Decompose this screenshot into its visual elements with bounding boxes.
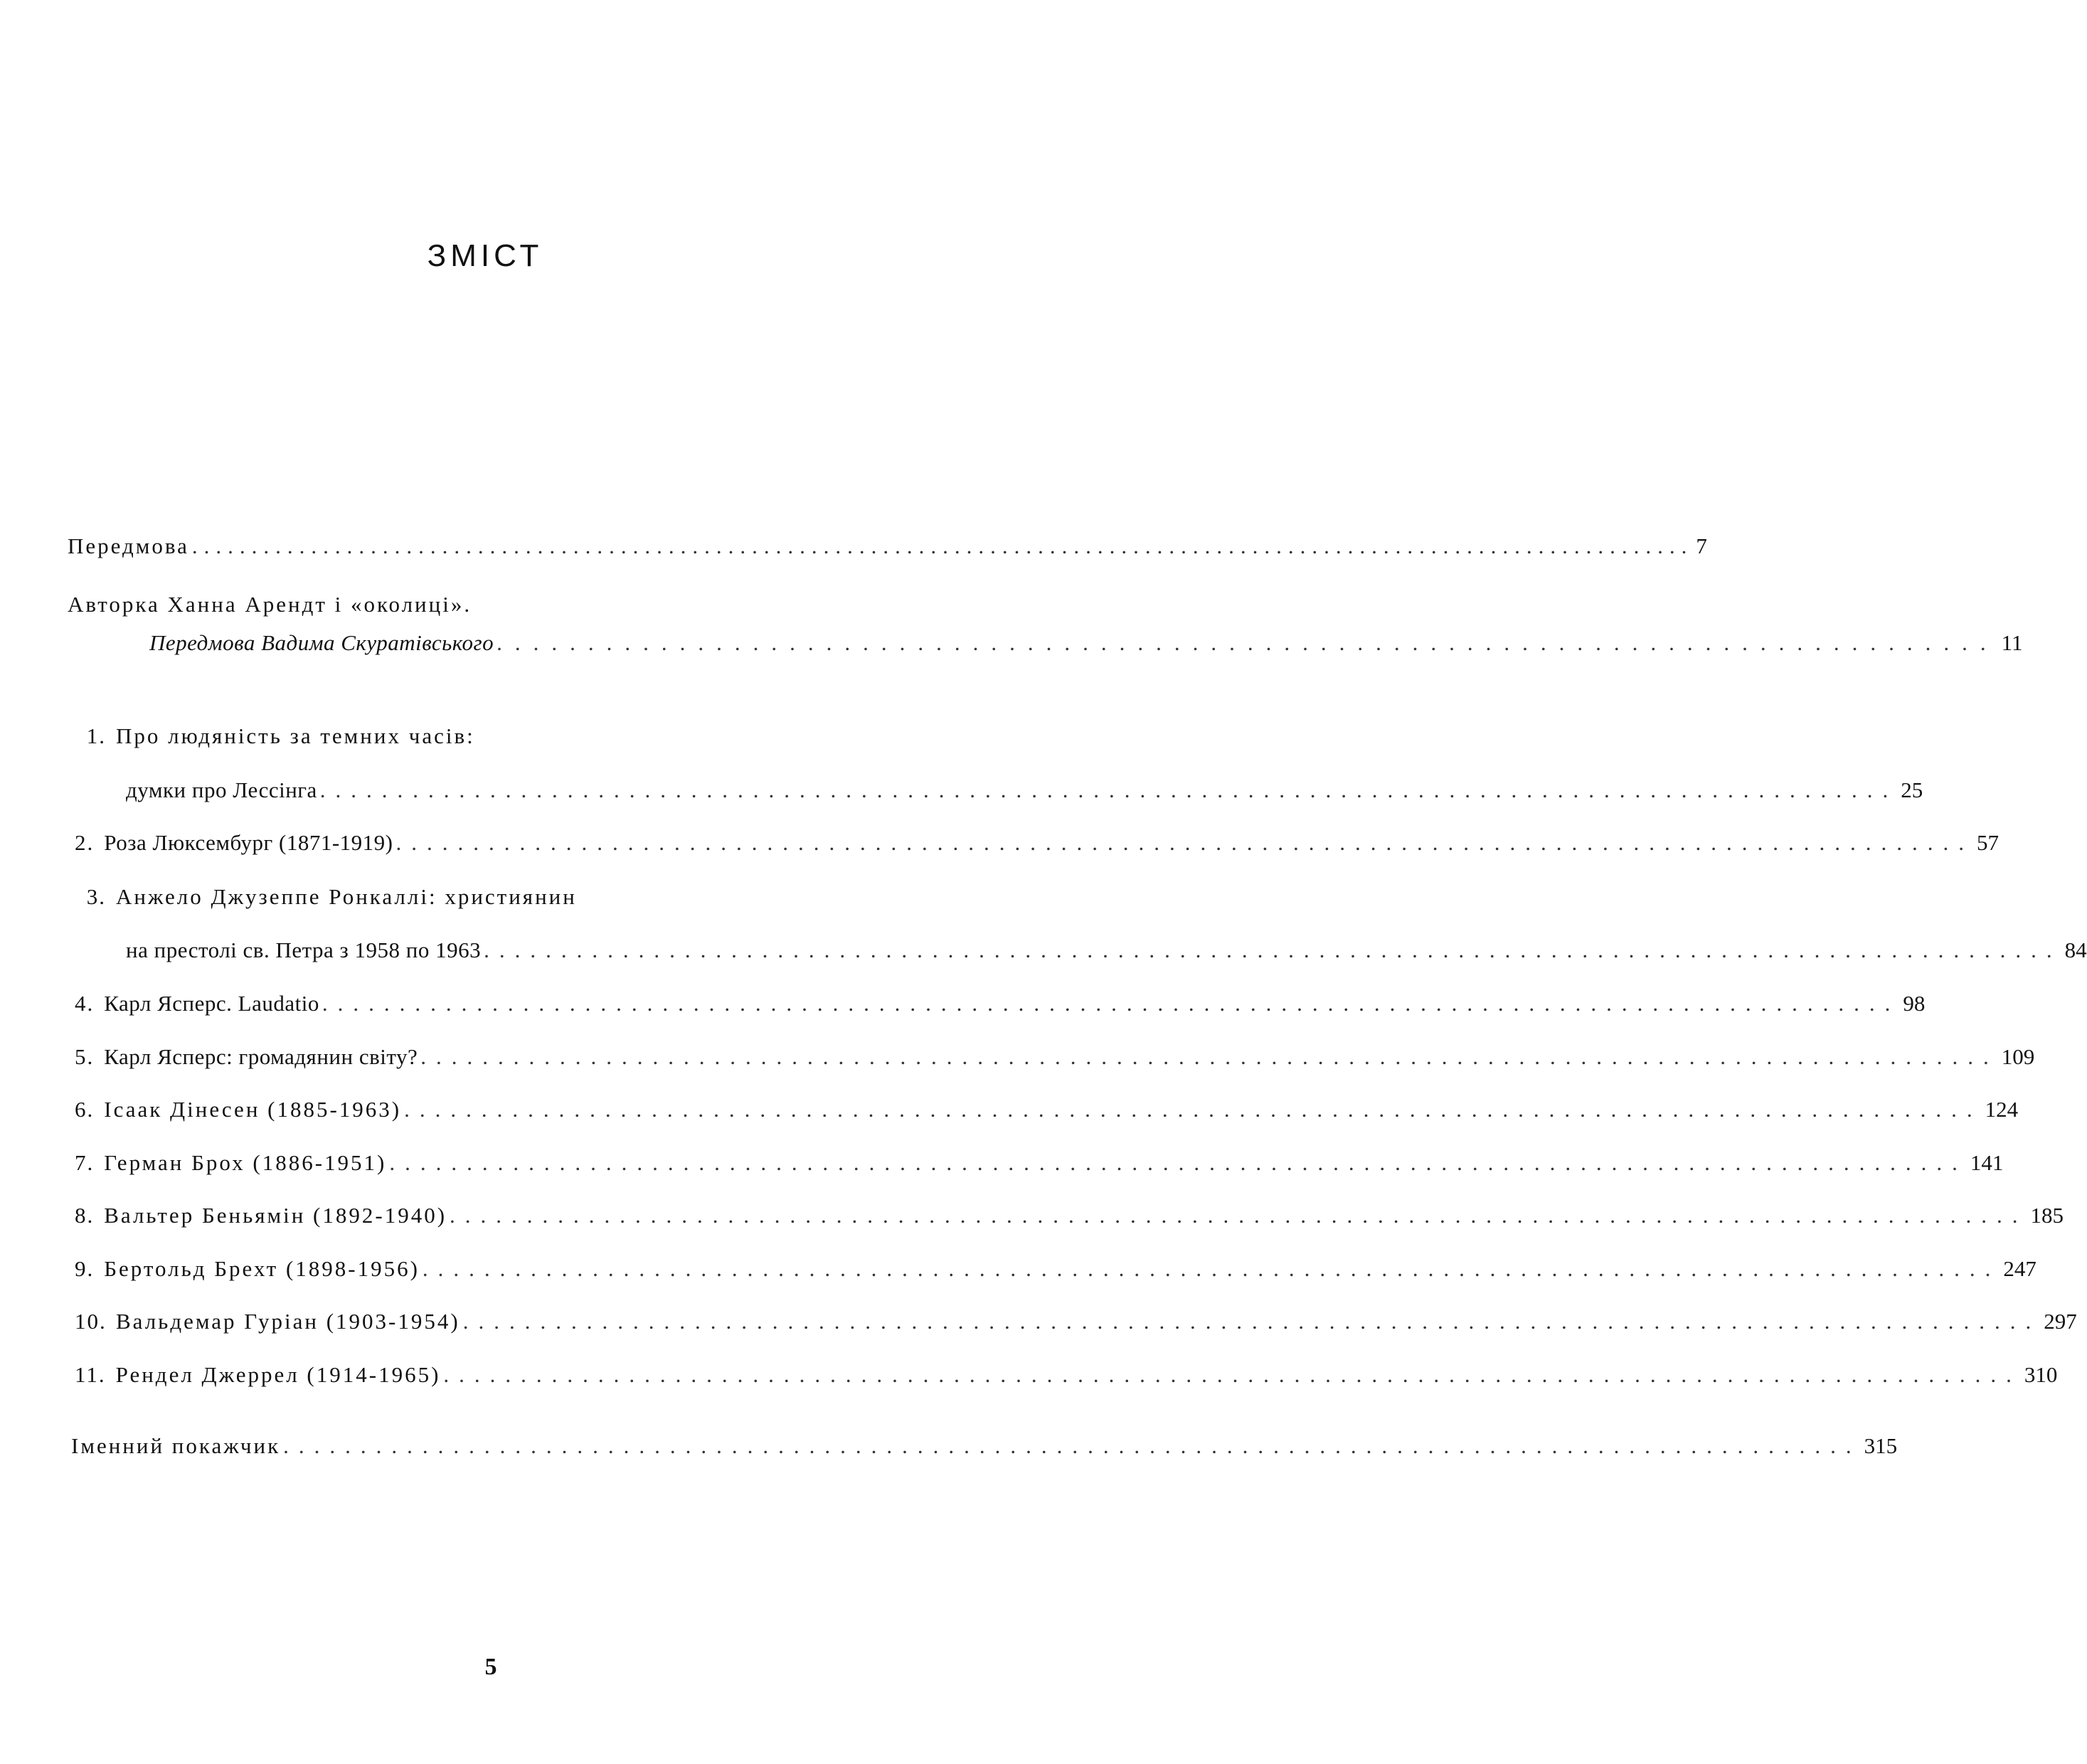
toc-page-number: 310 bbox=[2024, 1362, 2058, 1387]
toc-entry-author-essay-title: Авторка Ханна Арендт і «околиці». bbox=[68, 592, 472, 617]
toc-entry-title: Карл Ясперс: громадянин світу? bbox=[104, 1044, 418, 1069]
dot-leader: ...................................................................................................... bbox=[404, 1097, 1982, 1122]
toc-entry-chapter-7[interactable] bbox=[75, 1150, 2004, 1181]
toc-chapter-number: 5. bbox=[75, 1044, 95, 1069]
toc-chapter-number: 8. bbox=[75, 1203, 95, 1228]
toc-page-number: 7 bbox=[1696, 533, 1707, 558]
dot-leader: ...................................................................................................... bbox=[450, 1203, 2028, 1228]
toc-chapter-number: 2. bbox=[75, 830, 95, 855]
toc-entry-title: на престолі св. Петра з 1958 по 1963 bbox=[126, 937, 482, 962]
dot-leader: ...................................................................................................... bbox=[443, 1362, 2022, 1387]
toc-page-number: 141 bbox=[1970, 1150, 2004, 1175]
toc-entry-title: думки про Лессінга bbox=[126, 777, 317, 802]
dot-leader: ...................................................................................................... bbox=[322, 991, 1901, 1016]
toc-entry-chapter-8[interactable] bbox=[75, 1203, 2064, 1234]
toc-entry-chapter-10[interactable] bbox=[75, 1309, 2077, 1340]
toc-chapter-number: 9. bbox=[75, 1256, 95, 1281]
dot-leader: .............................................................................................................................. bbox=[191, 533, 1694, 558]
toc-chapter-number: 7. bbox=[75, 1150, 95, 1175]
toc-page-number: 84 bbox=[2064, 937, 2087, 962]
toc-entry-chapter-1-title bbox=[75, 723, 475, 755]
toc-entry-title: Роза Люксембург (1871-1919) bbox=[104, 830, 393, 855]
toc-entry-title: Ісаак Дінесен (1885-1963) bbox=[104, 1097, 402, 1122]
toc-chapter-number: 3. bbox=[86, 884, 106, 909]
toc-entry-chapter-1[interactable] bbox=[126, 777, 1923, 809]
toc-entry-title: Карл Ясперс. Laudatio bbox=[104, 991, 319, 1016]
toc-entry-title: Вальтер Беньямін (1892-1940) bbox=[104, 1203, 447, 1228]
dot-leader: ...................................................................................................... bbox=[389, 1150, 1967, 1175]
toc-page-number: 25 bbox=[1901, 777, 1923, 802]
dot-leader: .................................................................................. bbox=[496, 630, 1999, 655]
toc-page-number: 11 bbox=[2001, 630, 2023, 655]
toc-chapter-number: 11. bbox=[75, 1362, 106, 1387]
toc-entry-title: Іменний покажчик bbox=[71, 1433, 281, 1458]
toc-entry-title: Анжело Джузеппе Ронкаллі: християнин bbox=[116, 884, 577, 909]
toc-page-number: 98 bbox=[1903, 991, 1926, 1016]
page-title: ЗМІСТ bbox=[427, 238, 543, 273]
toc-entry-chapter-6[interactable] bbox=[75, 1097, 2019, 1128]
toc-entry-index[interactable] bbox=[71, 1433, 1898, 1465]
dot-leader: ...................................................................................................... bbox=[484, 937, 2062, 962]
dot-leader: ...................................................................................................... bbox=[395, 830, 1974, 855]
toc-entry-chapter-4[interactable] bbox=[75, 991, 1926, 1022]
toc-entry-author-essay[interactable] bbox=[149, 630, 2023, 662]
toc-entry-chapter-3-title bbox=[75, 884, 577, 915]
toc-entry-title: Рендел Джеррел (1914-1965) bbox=[115, 1362, 441, 1387]
dot-leader: ...................................................................................................... bbox=[420, 1044, 1999, 1069]
toc-entry-chapter-3[interactable] bbox=[126, 937, 2087, 969]
toc-page-number: 185 bbox=[2030, 1203, 2064, 1228]
toc-entry-chapter-2[interactable] bbox=[75, 830, 1999, 861]
toc-page-number: 247 bbox=[2003, 1256, 2036, 1281]
toc-entry-title: Передмова Вадима Скуратівського bbox=[149, 630, 494, 655]
toc-entry-preface[interactable] bbox=[68, 533, 1707, 565]
toc-page-number: 109 bbox=[2001, 1044, 2035, 1069]
toc-entry-title: Передмова bbox=[68, 533, 189, 558]
toc-page-number: 297 bbox=[2044, 1309, 2077, 1334]
toc-page-number: 315 bbox=[1864, 1433, 1898, 1458]
toc-entry-chapter-11[interactable] bbox=[75, 1362, 2058, 1393]
toc-chapter-number: 6. bbox=[75, 1097, 95, 1122]
toc-chapter-number: 1. bbox=[86, 723, 106, 748]
toc-entry-title: Бертольд Брехт (1898-1956) bbox=[104, 1256, 420, 1281]
dot-leader: ...................................................................................................... bbox=[422, 1256, 2001, 1281]
dot-leader: ...................................................................................................... bbox=[283, 1433, 1862, 1458]
toc-entry-chapter-5[interactable] bbox=[75, 1044, 2035, 1075]
dot-leader: ...................................................................................................... bbox=[319, 777, 1899, 802]
toc-page-number: 124 bbox=[1985, 1097, 2019, 1122]
toc-chapter-number: 4. bbox=[75, 991, 95, 1016]
page-number: 5 bbox=[484, 1654, 497, 1680]
toc-entry-title: Вальдемар Гуріан (1903-1954) bbox=[116, 1309, 460, 1334]
dot-leader: ...................................................................................................... bbox=[462, 1309, 2041, 1334]
toc-entry-title: Герман Брох (1886-1951) bbox=[104, 1150, 387, 1175]
toc-chapter-number: 10. bbox=[75, 1309, 107, 1334]
toc-page-number: 57 bbox=[1977, 830, 1999, 855]
toc-entry-chapter-9[interactable] bbox=[75, 1256, 2036, 1287]
toc-entry-title: Про людяність за темних часів: bbox=[116, 723, 475, 748]
